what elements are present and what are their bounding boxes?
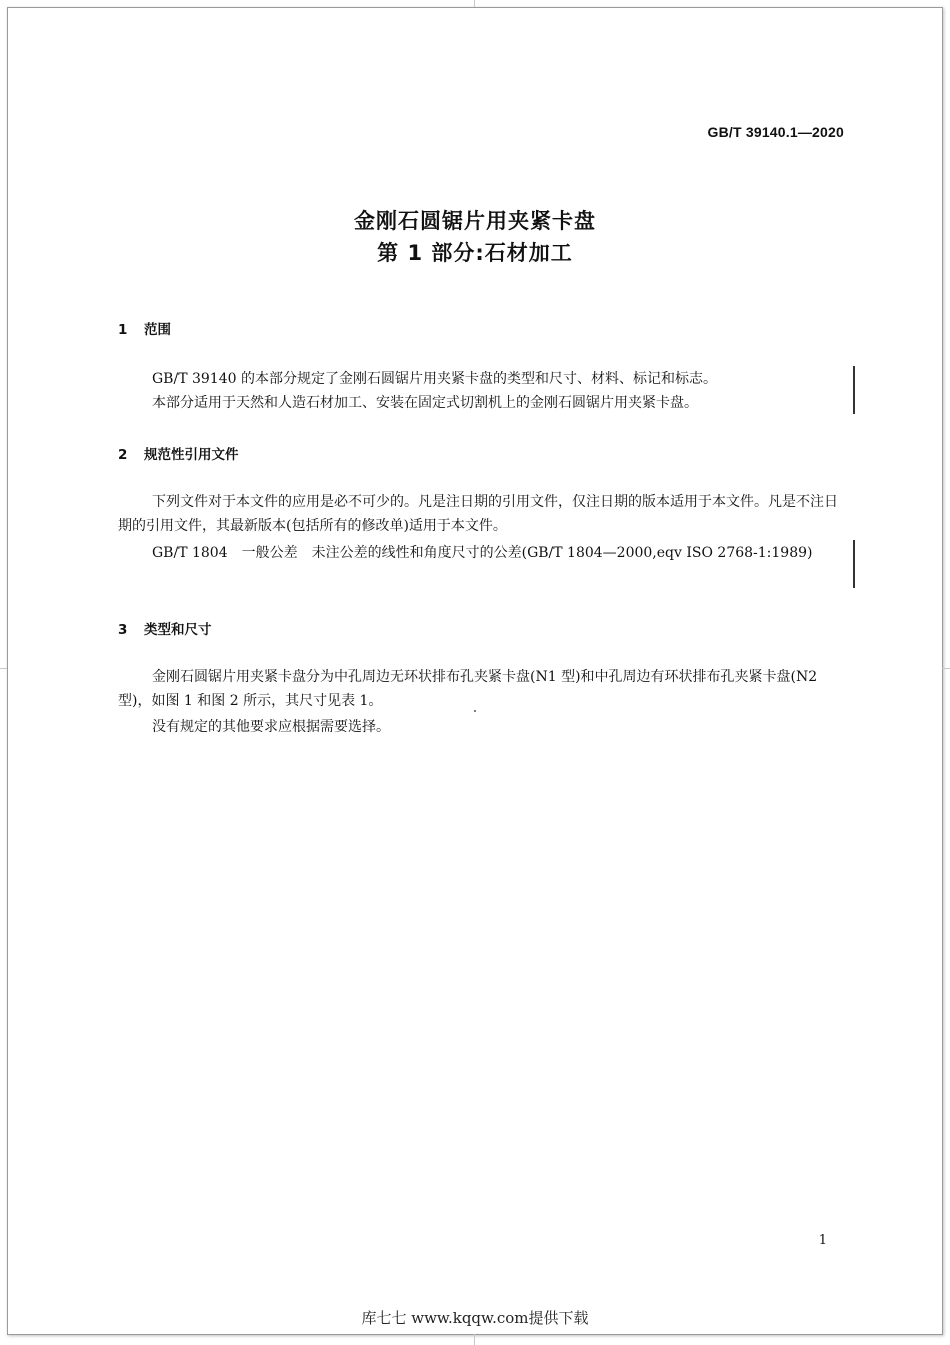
title-line-2: 第 1 部分:石材加工: [377, 241, 573, 265]
section-2-paragraph-1: 下列文件对于本文件的应用是必不可少的。凡是注日期的引用文件，仅注日期的版本适用于本文件。凡是不注日期的引用文件，其最新版本(包括所有的修改单)适用于本文件。: [118, 494, 838, 534]
section-1-heading: [118, 318, 171, 338]
section-number: 2: [118, 447, 128, 463]
section-3-paragraph-2: 没有规定的其他要求应根据需要选择。: [152, 719, 390, 735]
section-title: 规范性引用文件: [144, 447, 239, 463]
crop-mark-top: [474, 0, 475, 7]
document-code: GB/T 39140.1—2020: [707, 124, 844, 140]
crop-mark-right: [942, 668, 950, 669]
change-bar: [853, 540, 855, 588]
section-number: 3: [118, 622, 128, 638]
section-1-paragraph-2: 本部分适用于天然和人造石材加工、安装在固定式切割机上的金刚石圆锯片用夹紧卡盘。: [152, 395, 698, 411]
section-1-paragraph-1: GB/T 39140 的本部分规定了金刚石圆锯片用夹紧卡盘的类型和尺寸、材料、标记和标志。: [152, 371, 717, 387]
section-3-heading: [118, 618, 212, 638]
crop-mark-left: [0, 668, 7, 669]
title-line-1: 金刚石圆锯片用夹紧卡盘: [354, 209, 596, 233]
section-3-paragraph-1: 金刚石圆锯片用夹紧卡盘分为中孔周边无环状排布孔夹紧卡盘(N1 型)和中孔周边有环状排布孔夹紧卡盘(N2 型)，如图 1 和图 2 所示，其尺寸见表 1。: [118, 669, 818, 709]
document-title: [0, 205, 950, 269]
section-2-paragraph-2: GB/T 1804 一般公差 未注公差的线性和角度尺寸的公差(GB/T 1804—2000,eqv ISO 2768-1:1989): [152, 545, 813, 561]
section-title: 范围: [144, 322, 171, 338]
section-title: 类型和尺寸: [144, 622, 212, 638]
scan-speck: [474, 710, 476, 712]
page-number: 1: [818, 1233, 827, 1248]
section-2-heading: [118, 443, 239, 463]
download-footer: 库七七 www.kqqw.com提供下载: [361, 1309, 589, 1327]
section-number: 1: [118, 322, 128, 338]
crop-mark-bottom: [474, 1334, 475, 1345]
change-bar: [853, 366, 855, 414]
